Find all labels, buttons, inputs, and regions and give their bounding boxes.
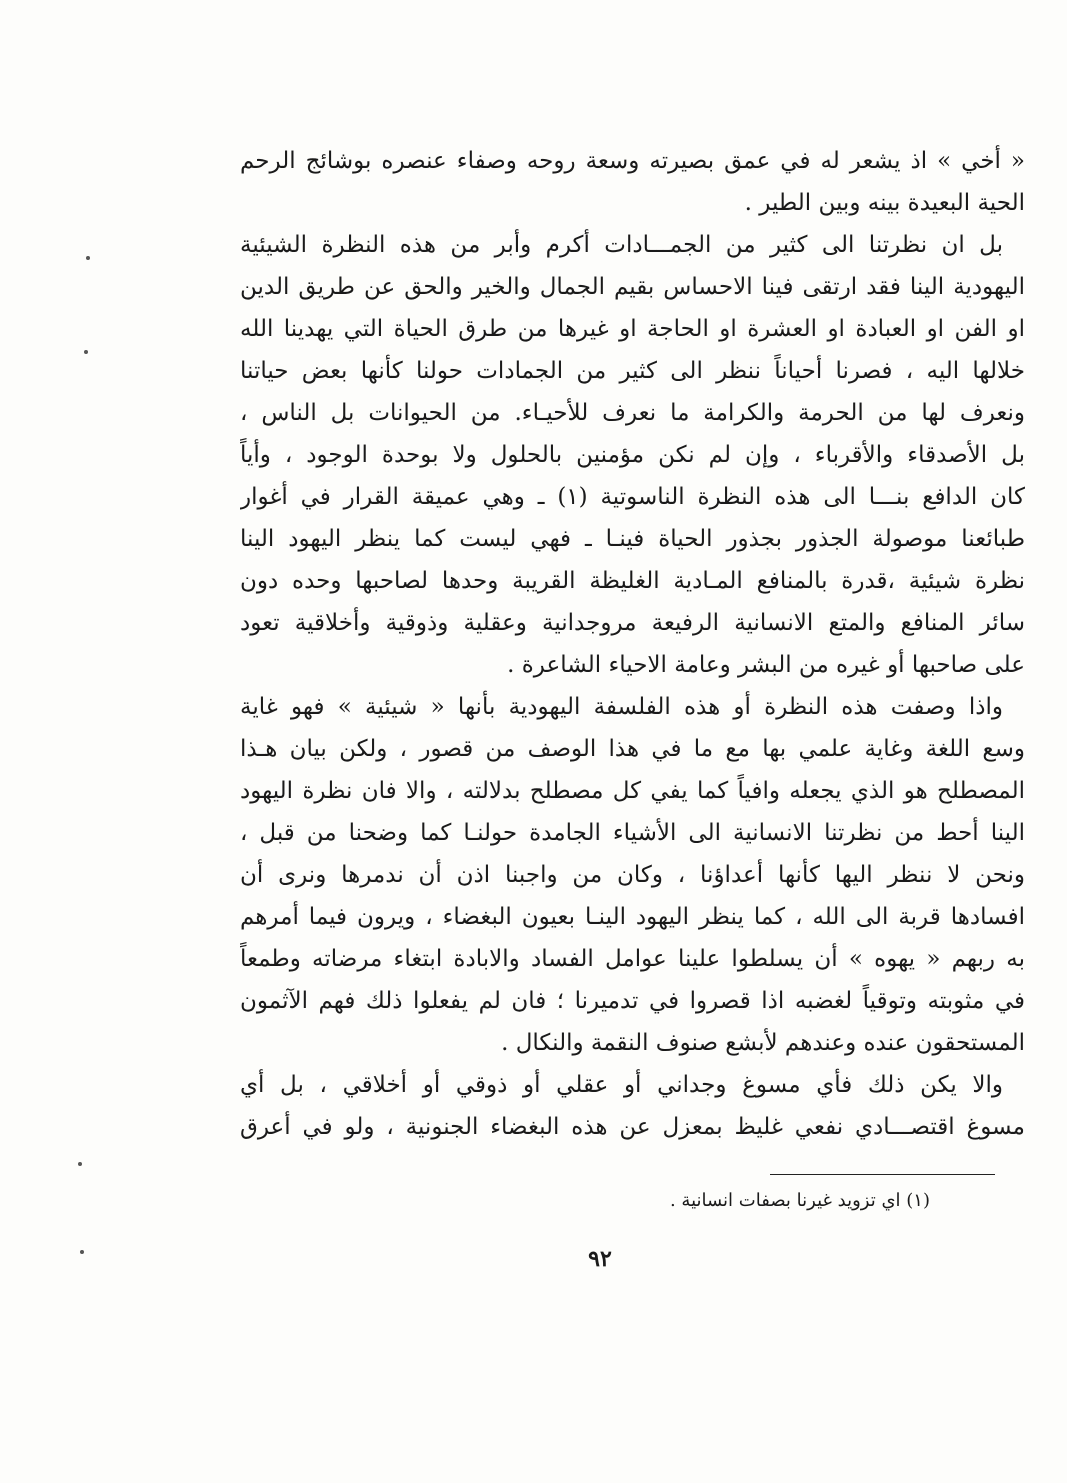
footnote: (١) اي تزويد غيرنا بصفات انسانية .: [669, 1190, 930, 1211]
scan-speck: [84, 350, 88, 354]
text-line: ونعرف لها من الحرمة والكرامة ما نعرف للأحيـاء. من الحيوانات بل الناس ،: [240, 400, 1025, 426]
scan-speck: [86, 256, 90, 260]
text-line: المستحقون عنده وعندهم لأبشع صنوف النقمة والنكال .: [501, 1030, 1025, 1056]
text-line: على صاحبها أو غيره من البشر وعامة الاحياء الشاعرة .: [507, 652, 1025, 678]
text-line: والا يكن ذلك فأي مسوغ وجداني أو عقلي أو ذوقي أو أخلاقي ، بل أي: [240, 1072, 1003, 1098]
text-line: واذا وصفت هذه النظرة أو هذه الفلسفة اليهودية بأنها « شيئية » فهو غاية: [240, 694, 1003, 720]
text-line: الينا أحط من نظرتنا الانسانية الى الأشياء الجامدة حولنـا كما وضحنا من قبل ،: [240, 820, 1025, 846]
text-line: به ربهم « يهوه » أن يسلطوا علينا عوامل الفساد والابادة ابتغاء مرضاته وطمعاً: [240, 946, 1025, 972]
text-line: طبائعنا موصولة الجذور بجذور الحياة فينـا ـ فهي ليست كما ينظر اليهود الينا: [240, 526, 1025, 552]
scan-speck: [78, 1162, 82, 1166]
text-line: سائر المنافع والمتع الانسانية الرفيعة مروجدانية وعقلية وذوقية وأخلاقية تعود: [240, 610, 1025, 636]
text-line: افسادها قربة الى الله ، كما ينظر اليهود الينـا بعيون البغضاء ، ويرون فيما أمرهم: [240, 904, 1025, 930]
text-line: نظرة شيئية ،قدرة بالمنافع المـادية الغليظة القريبة وحدها لصاحبها وحده دون: [240, 568, 1025, 594]
text-line: اليهودية الينا فقد ارتقى فينا الاحساس بقيم الجمال والخير والحق عن طريق الدين: [240, 274, 1025, 300]
text-line: « أخي » اذ يشعر له في عمق بصيرته وسعة روحه وصفاء عنصره بوشائج الرحم: [240, 148, 1025, 174]
text-line: المصطلح هو الذي يجعله وافياً كما يفي كل مصطلح بدلالته ، والا فان نظرة اليهود: [240, 778, 1025, 804]
text-line: بل ان نظرتنا الى كثير من الجمـــادات أكرم وأبر من هذه النظرة الشيئية: [240, 232, 1003, 258]
text-line: وسع اللغة وغاية علمي بها مع ما في هذا الوصف من قصور ، ولكن بيان هـذا: [240, 736, 1025, 762]
text-line: كان الدافع بنـــا الى هذه النظرة الناسوتية (١) ـ وهي عميقة القرار في أغوار: [240, 484, 1025, 510]
text-line: في مثوبته وتوقياً لغضبه اذا قصروا في تدميرنا ؛ فان لم يفعلوا ذلك فهم الآثمون: [240, 988, 1025, 1014]
scan-speck: [80, 1250, 84, 1254]
text-line: او الفن او العبادة او العشرة او الحاجة او غيرها من طرق الحياة التي يهدينا الله: [240, 316, 1025, 342]
text-line: مسوغ اقتصـــادي نفعي غليظ بمعزل عن هذه البغضاء الجنونية ، ولو في أعرق: [240, 1114, 1025, 1140]
text-line: الحية البعيدة بينه وبين الطير .: [744, 190, 1025, 216]
footnote-divider: [770, 1174, 995, 1175]
text-line: خلالها اليه ، فصرنا أحياناً ننظر الى كثير من الجمادات حولنا كأنها بعض حياتنا: [240, 358, 1025, 384]
body-text: [240, 140, 1025, 1148]
page-number: ٩٢: [588, 1246, 612, 1272]
text-line: بل الأصدقاء والأقرباء ، وإن لم نكن مؤمنين بالحلول ولا بوحدة الوجود ، وأياً: [240, 442, 1025, 468]
text-line: ونحن لا ننظر اليها كأنها أعداؤنا ، وكان من واجبنا اذن أن ندمرها ونرى أن: [240, 862, 1025, 888]
